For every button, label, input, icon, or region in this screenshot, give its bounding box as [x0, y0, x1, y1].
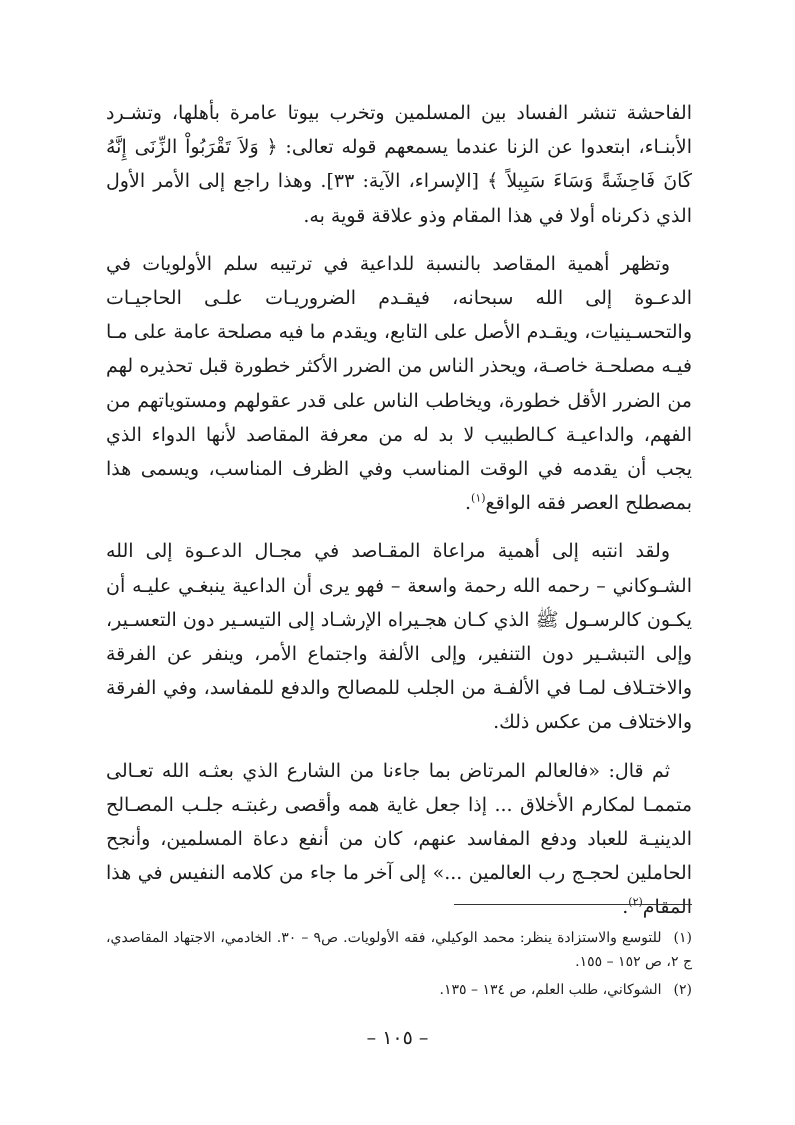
footnote-number: (٢) — [673, 982, 692, 998]
main-text — [106, 96, 692, 939]
footnote-2 — [106, 978, 692, 1002]
footnote-ref-1[interactable]: (١) — [471, 491, 486, 505]
footnote-text: للتوسع والاستزادة ينظر: محمد الوكيلي، فقه الأولويات. ص٩ – ٣٠. الخادمي، الاجتهاد المقاصدي، ج ٢، ص ١٥٢ – ١٥٥. — [106, 930, 692, 970]
footnote-text: الشوكاني، طلب العلم، ص ١٣٤ – ١٣٥. — [439, 982, 662, 998]
paragraph-4: ثم قال: «فالعالم المرتاض بما جاءنا من الشارع الذي بعثـه الله تعـالى متممـا لمكارم الأخلاق ... إذا جعل غاية همه وأقصى رغبتـه جلـب المصـالح الدينيـة للعباد ودفع المفاسد عنهم، كان من أنفع دعاة المسلمين، وأنجح الحاملين لحجـج رب العالمين ...» إلى آخر ما جاء من كلامه النفيس في هذا المقام$^{(٢)}$. — [106, 759, 692, 919]
paragraph-2: وتظهر أهمية المقاصد بالنسبة للداعية في ترتيبه سلم الأولويات في الدعـوة إلى الله سبحانه، فيقـدم الضروريـات علـى الحاجيـات والتحسـينيات، ويقـدم الأصل على التابع، ويقدم ما فيه مصلحة عامة على مـا فيـه مصلحـة خاصـة، ويحذر الناس من الضرر الأكثر خطورة قبل تحذيره لهم من الضرر الأقل خطورة، ويخاطب الناس على قدر عقولهم ومستوياتهم من الفهم، والداعيـة كـالطبيب لا بد له من معرفة المقاصد لأنها الدواء الذي يجب أن يقدمه في الوقت المناسب وفي الظرف المناسب، ويسمى هذا بمصطلح العصر فقه الواقع$^{(١)}$. — [106, 252, 692, 515]
footnote-number: (١) — [673, 930, 692, 946]
footnote-divider — [454, 904, 692, 905]
page-number: – ١٠٥ – — [366, 1027, 429, 1049]
footnote-1 — [106, 926, 692, 974]
footnotes — [106, 926, 692, 1006]
paragraph-1: الفاحشة تنشر الفساد بين المسلمين وتخرب بيوتا عامرة بأهلها، وتشـرد الأبنـاء، ابتعدوا عن الزنا عندما يسمعهم قوله تعالى: ﴿ وَلاَ تَقْرَبُواْ الزِّنَى إِنَّهُ كَانَ فَاحِشَةً وَسَاءَ سَبِيلاً ﴾ [الإسراء، الآية: ٣٣]. وهذا راجع إلى الأمر الأول الذي ذكرناه أولا في هذا المقام وذو علاقة قوية به. — [106, 102, 693, 227]
paragraph-3: ولقد انتبه إلى أهمية مراعاة المقـاصد في مجـال الدعـوة إلى الله الشـوكاني – رحمه الله رحمة واسعة – فهو يرى أن الداعية ينبغـي عليـه أن يكـون كالرسـول ﷺ الذي كـان هجـيراه الإرشـاد إلى التيسـير دون التعسـير، وإلى التبشـير دون التنفير، وإلى الألفة واجتماع الأمر، وينفر عن الفرقة والاختـلاف لمـا في الألفـة من الجلب للمصالح والدفع للمفاسد، وفي الفرقة والاختلاف من عكس ذلك. — [106, 540, 692, 734]
footnote-ref-2[interactable]: (٢) — [628, 896, 643, 910]
